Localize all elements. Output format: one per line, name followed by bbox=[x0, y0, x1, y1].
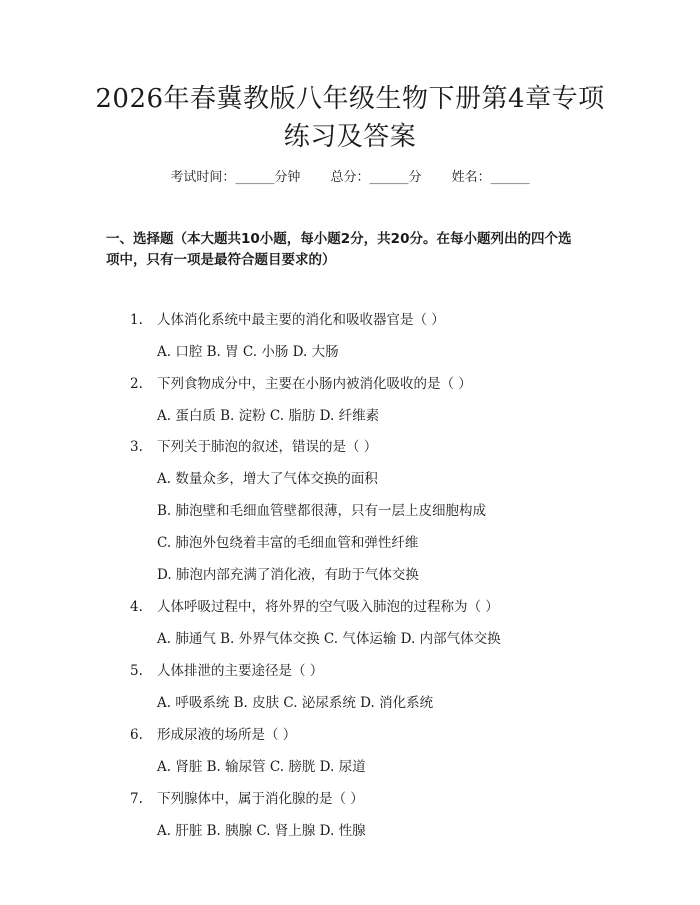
question-number: 7. bbox=[130, 791, 143, 807]
question-text: 人体消化系统中最主要的消化和吸收器官是（ ） bbox=[157, 312, 445, 328]
question-1 bbox=[130, 310, 445, 330]
question-text: 人体呼吸过程中，将外界的空气吸入肺泡的过程称为（ ） bbox=[157, 599, 499, 615]
total-score-field: 总分：______分 bbox=[330, 170, 422, 185]
section-heading-line-1: 一、选择题（本大题共10小题，每小题2分，共20分。在每小题列出的四个选 bbox=[106, 231, 572, 247]
question-4 bbox=[130, 597, 499, 617]
question-number: 5. bbox=[130, 663, 143, 679]
page-title-line-1: 2026年春冀教版八年级生物下册第4章专项 bbox=[95, 84, 605, 114]
question-3-option-b: B. 肺泡壁和毛细血管壁都很薄，只有一层上皮细胞构成 bbox=[157, 503, 487, 519]
question-text: 人体排泄的主要途径是（ ） bbox=[157, 663, 324, 679]
question-5 bbox=[130, 661, 323, 681]
question-text: 形成尿液的场所是（ ） bbox=[157, 727, 297, 743]
question-number: 2. bbox=[130, 376, 143, 392]
question-number: 4. bbox=[130, 599, 143, 615]
question-6-options: A. 肾脏 B. 输尿管 C. 膀胱 D. 尿道 bbox=[157, 759, 366, 775]
question-7 bbox=[130, 789, 364, 809]
question-text: 下列食物成分中，主要在小肠内被消化吸收的是（ ） bbox=[157, 376, 472, 392]
section-heading-line-2: 项中，只有一项是最符合题目要求的） bbox=[106, 252, 336, 268]
question-1-options: A. 口腔 B. 胃 C. 小肠 D. 大肠 bbox=[157, 344, 339, 360]
question-2 bbox=[130, 374, 472, 394]
question-3-option-a: A. 数量众多，增大了气体交换的面积 bbox=[157, 471, 378, 487]
question-number: 1. bbox=[130, 312, 143, 328]
question-4-options: A. 肺通气 B. 外界气体交换 C. 气体运输 D. 内部气体交换 bbox=[157, 631, 501, 647]
question-text: 下列关于肺泡的叙述，错误的是（ ） bbox=[157, 439, 378, 455]
question-5-options: A. 呼吸系统 B. 皮肤 C. 泌尿系统 D. 消化系统 bbox=[157, 695, 434, 711]
question-2-options: A. 蛋白质 B. 淀粉 C. 脂肪 D. 纤维素 bbox=[157, 408, 380, 424]
page-title-line-2: 练习及答案 bbox=[283, 122, 417, 152]
name-field: 姓名：______ bbox=[451, 170, 530, 185]
question-3-option-c: C. 肺泡外包绕着丰富的毛细血管和弹性纤维 bbox=[157, 535, 419, 551]
question-text: 下列腺体中，属于消化腺的是（ ） bbox=[157, 791, 364, 807]
question-number: 3. bbox=[130, 439, 143, 455]
question-6 bbox=[130, 725, 296, 745]
question-3-option-d: D. 肺泡内部充满了消化液，有助于气体交换 bbox=[157, 567, 419, 583]
question-number: 6. bbox=[130, 727, 143, 743]
question-3 bbox=[130, 437, 377, 457]
exam-info-line bbox=[0, 169, 700, 187]
exam-time-field: 考试时间：______分钟 bbox=[170, 170, 301, 185]
question-7-options: A. 肝脏 B. 胰腺 C. 肾上腺 D. 性腺 bbox=[157, 823, 366, 839]
